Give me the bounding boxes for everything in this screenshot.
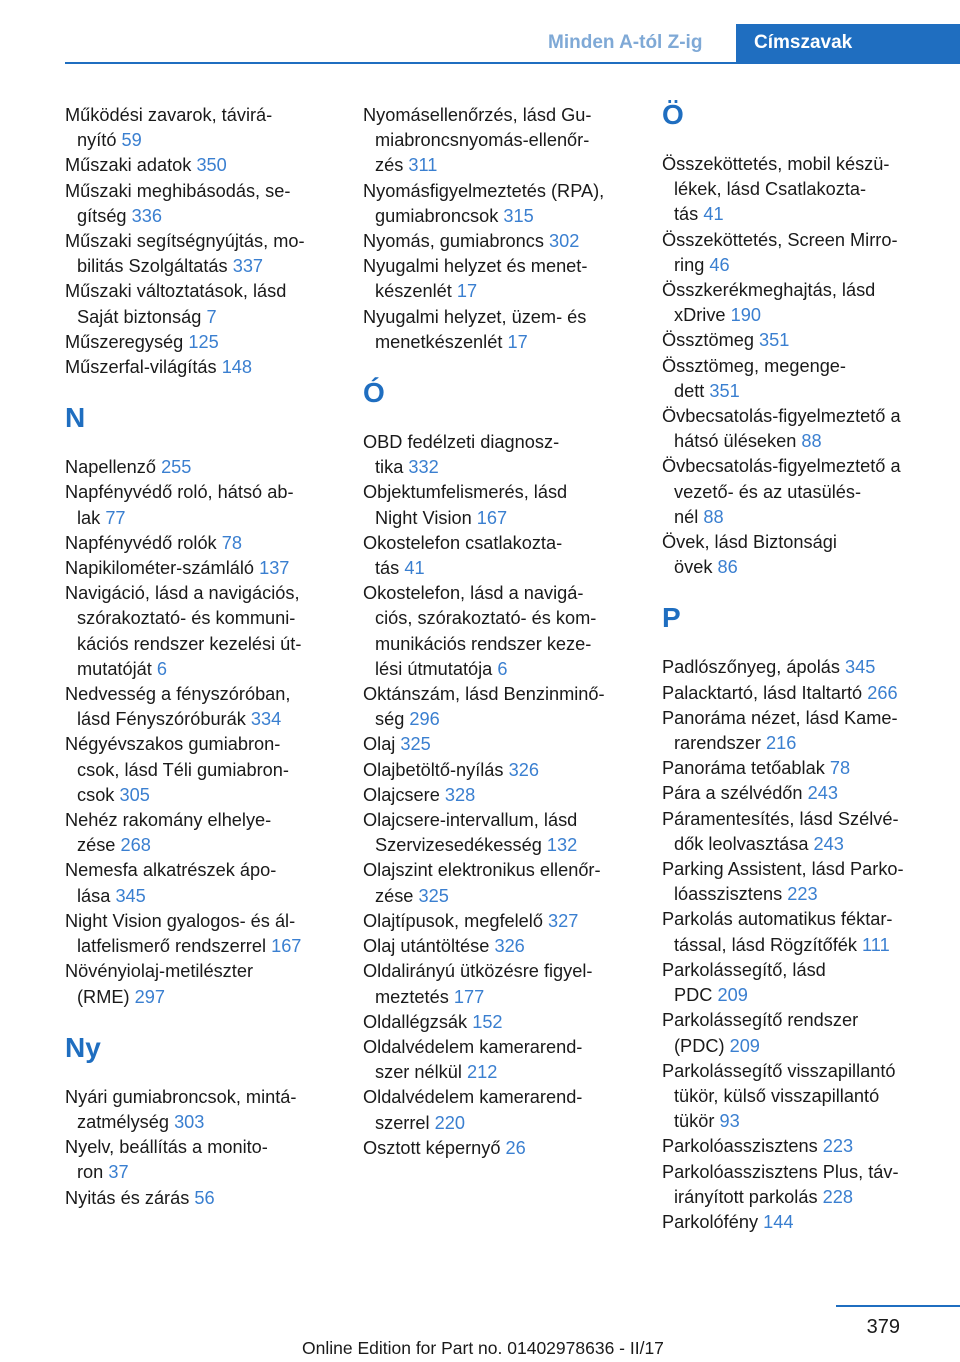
- page-reference-link[interactable]: 305: [119, 784, 150, 805]
- index-letter-heading: Ö: [662, 99, 684, 130]
- index-entry-text: zatmélység: [77, 1111, 169, 1132]
- index-entry-text: lásd Fényszóróburák: [77, 709, 246, 730]
- index-entry-text: Össztömeg, megenge-: [662, 355, 846, 376]
- index-entry-text: dett: [674, 380, 705, 401]
- index-entry-text: Műszerfal-világítás: [65, 357, 217, 378]
- section-title: Minden A-tól Z-ig: [548, 32, 703, 53]
- index-entry: [65, 531, 345, 556]
- index-entry: [363, 1136, 643, 1161]
- page-reference-link[interactable]: 26: [505, 1137, 526, 1158]
- index-entry: [65, 959, 345, 1009]
- page-reference-link[interactable]: 93: [719, 1111, 740, 1132]
- index-entry-text: Panoráma nézet, lásd Kame-: [662, 707, 898, 728]
- index-entry: [65, 330, 345, 355]
- index-entry-text: Páramentesítés, lásd Szélvé-: [662, 808, 899, 829]
- index-entry-text: Négyévszakos gumiabron-: [65, 734, 281, 755]
- index-entry-text: Műszaki adatok: [65, 155, 192, 176]
- page-reference-link[interactable]: 132: [546, 835, 578, 856]
- page-reference-link[interactable]: 228: [822, 1186, 853, 1207]
- index-entry: [363, 682, 643, 732]
- index-entry-text: Műszaki meghibásodás, se-: [65, 180, 291, 201]
- index-entry-text: gítség: [77, 205, 127, 226]
- index-entry-text: ron: [77, 1162, 104, 1183]
- index-entry-text: ring: [674, 254, 705, 275]
- page-reference-link[interactable]: 243: [813, 833, 844, 854]
- index-entry-text: zése: [77, 835, 116, 856]
- index-entry-text: Övbecsatolás-figyelmeztető a: [662, 456, 901, 477]
- index-entry-text: kációs rendszer kezelési út-: [77, 633, 302, 654]
- index-entry: [65, 909, 345, 959]
- index-entry-text: övek: [674, 557, 713, 578]
- index-entry-text: zése: [375, 885, 414, 906]
- page-reference-link[interactable]: 328: [444, 784, 476, 805]
- index-entry-text: Összkerékmeghajtás, lásd: [662, 280, 876, 301]
- page-reference-link[interactable]: 209: [729, 1035, 760, 1056]
- index-entry-text: PDC: [674, 985, 713, 1006]
- index-entry-text: lóasszisztens: [674, 884, 783, 905]
- page-reference-link[interactable]: 350: [196, 155, 227, 176]
- index-entry-text: Okostelefon, lásd a navigá-: [363, 583, 584, 604]
- index-entry: [65, 1135, 345, 1185]
- index-entry-text: Osztott képernyő: [363, 1137, 501, 1158]
- index-entry-text: latfelismerő rendszerrel: [77, 936, 267, 957]
- page-reference-link[interactable]: 78: [221, 532, 242, 553]
- index-entry: [363, 783, 643, 808]
- index-entry-text: szerrel: [375, 1112, 430, 1133]
- index-entry-text: Nyomásfigyelmeztetés (RPA),: [363, 180, 605, 201]
- index-entry-text: Nyomás, gumiabroncs: [363, 231, 544, 252]
- page-reference-link[interactable]: 190: [730, 305, 761, 326]
- index-entry-text: lési útmutatója: [375, 658, 493, 679]
- index-entry-text: bilitás Szolgáltatás: [77, 256, 228, 277]
- page-reference-link[interactable]: 334: [250, 709, 282, 730]
- index-entry-text: tás: [375, 558, 400, 579]
- index-entry-text: miabroncsnyomás-ellenőr-: [375, 130, 590, 151]
- index-entry: [662, 530, 942, 580]
- page-reference-link[interactable]: 41: [703, 204, 724, 225]
- index-entry-text: Nemesfa alkatrészek ápo-: [65, 860, 277, 881]
- index-entry-text: lékek, lásd Csatlakozta-: [674, 179, 867, 200]
- index-entry-text: Műszaki változtatások, lásd: [65, 281, 287, 302]
- index-entry-text: lása: [77, 885, 111, 906]
- index-entry-text: Napfényvédő rolók: [65, 532, 217, 553]
- page-reference-link[interactable]: 6: [497, 658, 508, 679]
- index-entry: [662, 1160, 942, 1210]
- index-entry: [662, 228, 942, 278]
- index-entry-text: mutatóját: [77, 658, 152, 679]
- index-entry: [662, 655, 942, 680]
- index-entry-text: irányított parkolás: [674, 1186, 818, 1207]
- index-entry-text: Padlószőnyeg, ápolás: [662, 657, 840, 678]
- index-entry-text: készenlét: [375, 281, 452, 302]
- index-entry: [363, 808, 643, 858]
- index-entry-text: Olaj: [363, 734, 396, 755]
- page-reference-link[interactable]: 268: [120, 835, 151, 856]
- index-entry-text: xDrive: [674, 305, 726, 326]
- index-entry-text: Olajbetöltő-nyílás: [363, 759, 504, 780]
- index-entry: [662, 857, 942, 907]
- index-entry: [65, 808, 345, 858]
- index-entry-text: Nyomásellenőrzés, lásd Gu-: [363, 105, 592, 125]
- index-entry: [65, 581, 345, 682]
- index-entry: [363, 581, 643, 682]
- index-entry-text: Napellenző: [65, 457, 156, 478]
- index-entry-text: OBD fedélzeti diagnosz-: [363, 432, 560, 453]
- page-reference-link[interactable]: 37: [108, 1162, 129, 1183]
- index-entry-text: Műszeregység: [65, 331, 184, 352]
- index-entry: [65, 858, 345, 908]
- index-entry-text: Nehéz rakomány elhelye-: [65, 810, 272, 831]
- page-reference-link[interactable]: 137: [259, 558, 290, 579]
- page-header: [0, 0, 960, 62]
- index-entry-text: Parkolófény: [662, 1211, 759, 1232]
- index-entry-text: szer nélkül: [375, 1062, 462, 1083]
- index-entry-text: dők leolvasztása: [674, 833, 809, 854]
- index-entry-text: Napikilométer-számláló: [65, 558, 255, 579]
- index-entry: [65, 355, 345, 380]
- index-entry-text: Parkolóasszisztens: [662, 1136, 818, 1157]
- page-reference-link[interactable]: 7: [206, 306, 217, 327]
- index-entry-text: (RME): [77, 986, 130, 1007]
- index-entry: [363, 103, 643, 179]
- index-entry: [662, 454, 942, 530]
- footer-divider: [836, 1305, 960, 1307]
- index-entry-text: Össztömeg: [662, 330, 754, 351]
- index-entry: [363, 179, 643, 229]
- index-entry-text: hátsó üléseken: [674, 431, 797, 452]
- index-entry: [662, 781, 942, 806]
- index-entry: [65, 682, 345, 732]
- page-reference-link[interactable]: 345: [115, 885, 146, 906]
- page-reference-link[interactable]: 332: [408, 457, 439, 478]
- index-entry-text: ciós, szórakoztató- és kom-: [375, 608, 597, 629]
- index-entry-text: Növényiolaj-metilészter: [65, 961, 254, 982]
- index-letter-heading: Ó: [363, 377, 385, 409]
- index-entry: [662, 907, 942, 957]
- index-entry-text: Palacktartó, lásd Italtartó: [662, 682, 863, 703]
- index-entry: [363, 1010, 643, 1035]
- index-entry-text: Nyitás és zárás: [65, 1187, 190, 1208]
- index-entry: [65, 1085, 345, 1135]
- index-entry-text: csok: [77, 784, 115, 805]
- index-entry-text: munikációs rendszer keze-: [375, 633, 592, 654]
- index-entry: [662, 1210, 942, 1235]
- index-entry-text: Övek, lásd Biztonsági: [662, 532, 837, 553]
- index-entry: [363, 229, 643, 254]
- index-entry: [363, 1085, 643, 1135]
- index-entry-text: Panoráma tetőablak: [662, 758, 825, 779]
- page-reference-link[interactable]: 223: [822, 1136, 854, 1157]
- index-entry: [363, 858, 643, 908]
- page-reference-link[interactable]: 302: [549, 231, 580, 252]
- index-entry-text: meztetés: [375, 986, 449, 1007]
- page-reference-link[interactable]: 86: [717, 557, 738, 578]
- index-entry-text: ség: [375, 709, 405, 730]
- page-reference-link[interactable]: 345: [845, 657, 876, 678]
- page-reference-link[interactable]: 111: [862, 934, 890, 955]
- index-entry: [65, 1186, 345, 1211]
- page-reference-link[interactable]: 59: [121, 130, 142, 151]
- index-entry-text: lak: [77, 507, 101, 528]
- chapter-tab[interactable]: Címszavak: [736, 24, 960, 62]
- index-entry-text: Pára a szélvédőn: [662, 783, 803, 804]
- index-entry-text: tika: [375, 457, 404, 478]
- index-entry: [363, 732, 643, 757]
- index-entry: [662, 1134, 942, 1159]
- index-entry: [65, 179, 345, 229]
- page-reference-link[interactable]: 223: [787, 884, 818, 905]
- index-entry: [662, 958, 942, 1008]
- index-letter-heading: P: [662, 602, 681, 634]
- index-entry-text: nél: [674, 506, 699, 527]
- index-entry-text: Nedvesség a fényszóróban,: [65, 684, 291, 705]
- index-entry-text: Működési zavarok, távirá-: [65, 105, 273, 125]
- index-letter-heading: Ny: [65, 1031, 101, 1063]
- page-reference-link[interactable]: 125: [188, 331, 219, 352]
- index-entry-text: Parkolássegítő visszapillantó: [662, 1060, 896, 1081]
- index-entry-text: nyító: [77, 130, 117, 151]
- page-reference-link[interactable]: 6: [156, 658, 167, 679]
- index-entry-text: csok, lásd Téli gumiabron-: [77, 759, 289, 780]
- index-entry-text: Szervizesedékesség: [375, 835, 542, 856]
- index-entry: [363, 1035, 643, 1085]
- index-entry-text: Oldalvédelem kamerarend-: [363, 1087, 583, 1108]
- index-entry: [662, 328, 942, 353]
- page-reference-link[interactable]: 326: [494, 936, 525, 957]
- index-entry: [662, 404, 942, 454]
- index-entry-text: Övbecsatolás-figyelmeztető a: [662, 406, 901, 427]
- edition-footer: Online Edition for Part no. 01402978636 - II/17: [302, 1338, 664, 1358]
- index-entry-text: Oldalvédelem kamerarend-: [363, 1036, 583, 1057]
- page-reference-link[interactable]: 152: [472, 1011, 503, 1032]
- index-entry: [65, 279, 345, 329]
- index-entry-text: Parking Assistent, lásd Parko-: [662, 859, 904, 880]
- index-entry: [662, 706, 942, 756]
- index-letter-heading: N: [65, 402, 86, 434]
- page-reference-link[interactable]: 216: [766, 733, 797, 754]
- index-entry: [65, 153, 345, 178]
- header-divider: [65, 62, 960, 64]
- index-entry: [65, 103, 345, 153]
- index-entry-text: Parkolás automatikus féktar-: [662, 909, 893, 930]
- page-reference-link[interactable]: 148: [221, 357, 253, 378]
- index-entry-text: tással, lásd Rögzítőfék: [674, 934, 857, 955]
- page-reference-link[interactable]: 255: [161, 457, 192, 478]
- page-reference-link[interactable]: 326: [508, 759, 539, 780]
- index-entry: [65, 229, 345, 279]
- index-entry: [65, 732, 345, 808]
- index-entry-text: Napfényvédő roló, hátsó ab-: [65, 482, 294, 503]
- index-entry-text: Oktánszám, lásd Benzinminő-: [363, 684, 605, 705]
- page-reference-link[interactable]: 88: [801, 431, 822, 452]
- index-column-2: [363, 103, 643, 1161]
- index-entry: [65, 455, 345, 480]
- index-entry: [65, 480, 345, 530]
- index-entry: [662, 1059, 942, 1135]
- index-entry-text: Olajcsere-intervallum, lásd: [363, 810, 578, 831]
- index-entry-text: tás: [674, 204, 699, 225]
- index-entry-text: Összeköttetés, Screen Mirro-: [662, 229, 898, 250]
- index-entry: [662, 278, 942, 328]
- page-reference-link[interactable]: 167: [271, 936, 302, 957]
- page-reference-link[interactable]: 41: [404, 558, 425, 579]
- index-entry-text: Összeköttetés, mobil készü-: [662, 154, 890, 174]
- index-entry-text: Navigáció, lásd a navigációs,: [65, 583, 300, 604]
- page-reference-link[interactable]: 315: [503, 205, 534, 226]
- page-reference-link[interactable]: 209: [717, 985, 748, 1006]
- page-reference-link[interactable]: 167: [476, 507, 508, 528]
- page-reference-link[interactable]: 243: [807, 783, 838, 804]
- page-reference-link[interactable]: 88: [703, 506, 724, 527]
- page-reference-link[interactable]: 212: [467, 1062, 498, 1083]
- page-reference-link[interactable]: 303: [174, 1111, 205, 1132]
- page-reference-link[interactable]: 351: [759, 330, 790, 351]
- index-entry-text: tükör: [674, 1111, 715, 1132]
- page-reference-link[interactable]: 56: [194, 1187, 215, 1208]
- page-reference-link[interactable]: 17: [456, 281, 478, 302]
- index-entry-text: Oldalirányú ütközésre figyel-: [363, 961, 593, 982]
- index-entry-text: Nyelv, beállítás a monito-: [65, 1137, 268, 1158]
- index-entry-text: Olajszint elektronikus ellenőr-: [363, 860, 601, 881]
- index-column-3: [662, 99, 942, 1235]
- index-entry-text: zés: [375, 155, 404, 176]
- page-reference-link[interactable]: 325: [418, 885, 449, 906]
- page-reference-link[interactable]: 78: [829, 758, 851, 779]
- page-reference-link[interactable]: 297: [134, 986, 165, 1007]
- index-entry: [662, 354, 942, 404]
- page-reference-link[interactable]: 77: [105, 507, 126, 528]
- index-entry: [363, 305, 643, 355]
- page-reference-link[interactable]: 266: [867, 682, 898, 703]
- index-entry-text: Nyugalmi helyzet, üzem- és: [363, 306, 587, 327]
- index-entry-text: tükör, külső visszapillantó: [674, 1085, 880, 1106]
- index-column-1: [65, 103, 345, 1211]
- index-entry: [363, 480, 643, 530]
- index-entry-text: Parkolássegítő rendszer: [662, 1010, 859, 1031]
- index-entry-text: vezető- és az utasülés-: [674, 481, 862, 502]
- index-entry-text: szórakoztató- és kommuni-: [77, 608, 296, 629]
- page-reference-link[interactable]: 351: [709, 380, 740, 401]
- index-entry-text: menetkészenlét: [375, 331, 503, 352]
- page-reference-link[interactable]: 177: [453, 986, 485, 1007]
- index-entry-text: rarendszer: [674, 733, 761, 754]
- index-entry: [363, 531, 643, 581]
- page-reference-link[interactable]: 336: [131, 205, 162, 226]
- index-entry: [363, 430, 643, 480]
- index-entry-text: Night Vision: [375, 507, 472, 528]
- page-reference-link[interactable]: 46: [709, 254, 730, 275]
- index-entry-text: Saját biztonság: [77, 306, 202, 327]
- page-reference-link[interactable]: 17: [507, 331, 528, 352]
- index-entry-text: Nyugalmi helyzet és menet-: [363, 256, 588, 277]
- page-reference-link[interactable]: 327: [548, 910, 579, 931]
- page-reference-link[interactable]: 311: [408, 155, 438, 176]
- index-entry: [662, 1008, 942, 1058]
- index-entry-text: (PDC): [674, 1035, 725, 1056]
- index-entry: [662, 807, 942, 857]
- index-entry-text: Műszaki segítségnyújtás, mo-: [65, 231, 305, 252]
- index-entry: [363, 959, 643, 1009]
- index-entry-text: Night Vision gyalogos- és ál-: [65, 910, 296, 931]
- page-number: 379: [866, 1316, 900, 1338]
- index-entry-text: gumiabroncsok: [375, 205, 499, 226]
- index-entry: [65, 556, 345, 581]
- page-reference-link[interactable]: 296: [409, 709, 440, 730]
- index-entry-text: Olajcsere: [363, 784, 440, 805]
- index-entry-text: Objektumfelismerés, lásd: [363, 482, 568, 503]
- page-reference-link[interactable]: 337: [232, 256, 264, 277]
- index-entry: [363, 934, 643, 959]
- index-entry: [363, 254, 643, 304]
- index-entry-text: Nyári gumiabroncsok, mintá-: [65, 1086, 297, 1107]
- page-reference-link[interactable]: 325: [400, 734, 431, 755]
- index-entry: [363, 758, 643, 783]
- index-entry: [662, 152, 942, 228]
- index-entry-text: Oldallégzsák: [363, 1011, 468, 1032]
- index-entry-text: Olaj utántöltése: [363, 936, 490, 957]
- index-entry-text: Parkolássegítő, lásd: [662, 959, 826, 980]
- index-entry-text: Parkolóasszisztens Plus, táv-: [662, 1161, 899, 1182]
- page-reference-link[interactable]: 220: [434, 1112, 465, 1133]
- index-entry: [363, 909, 643, 934]
- index-entry: [662, 681, 942, 706]
- index-entry-text: Olajtípusok, megfelelő: [363, 910, 543, 931]
- page-reference-link[interactable]: 144: [763, 1211, 794, 1232]
- index-entry: [662, 756, 942, 781]
- index-entry-text: Okostelefon csatlakozta-: [363, 532, 563, 553]
